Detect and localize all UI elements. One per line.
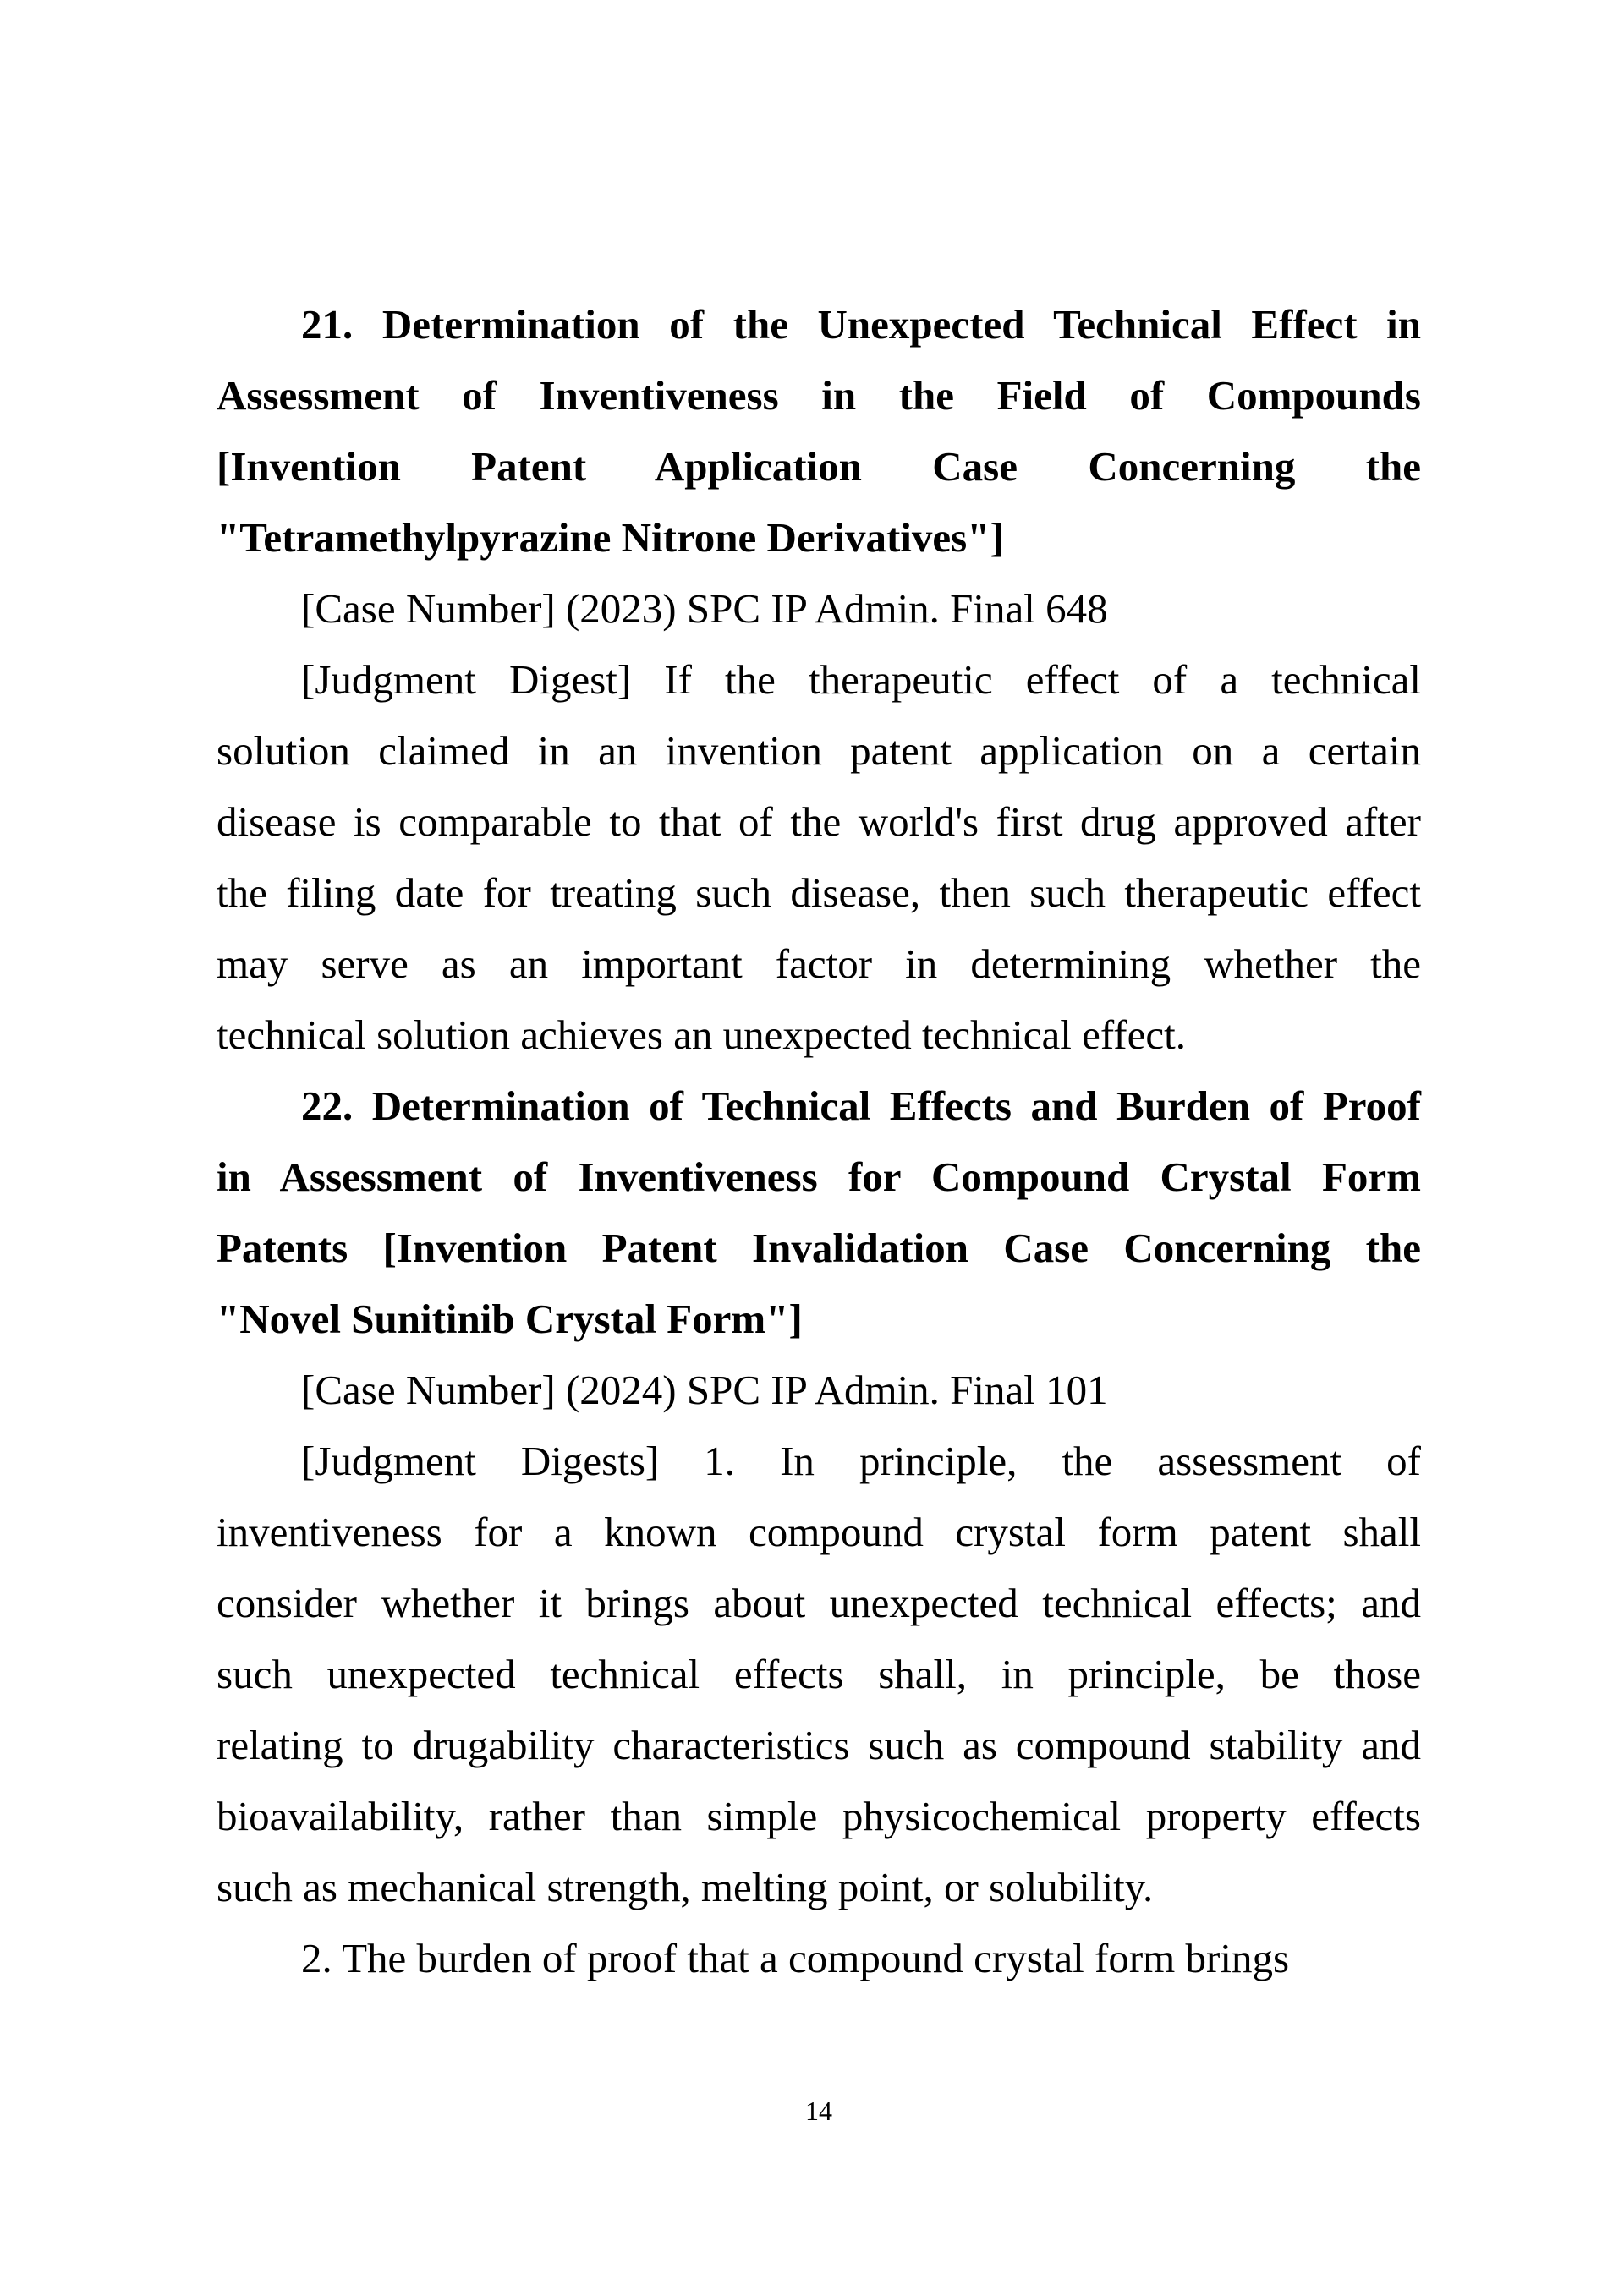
- body-line: such as mechanical strength, melting point, or solubility.: [217, 1864, 1154, 1910]
- body-line: disease is comparable to that of the world's first drug approved after: [217, 798, 1421, 845]
- body-line: 2. The burden of proof that a compound crystal form brings: [301, 1935, 1290, 1981]
- heading-line: in Assessment of Inventiveness for Compound Crystal Form: [217, 1153, 1421, 1200]
- body-line: may serve as an important factor in determining whether the: [217, 940, 1421, 987]
- heading-line: "Novel Sunitinib Crystal Form"]: [217, 1296, 803, 1342]
- body-line: [Judgment Digest] If the therapeutic effect of a technical: [301, 656, 1421, 703]
- heading-line: 21. Determination of the Unexpected Technical Effect in: [301, 301, 1421, 348]
- heading-line: "Tetramethylpyrazine Nitrone Derivatives"]: [217, 514, 1004, 561]
- body-line: [Judgment Digests] 1. In principle, the assessment of: [301, 1438, 1421, 1484]
- heading-line: Patents [Invention Patent Invalidation Case Concerning the: [217, 1225, 1421, 1271]
- heading-line: Assessment of Inventiveness in the Field of Compounds: [217, 372, 1421, 419]
- body-line: technical solution achieves an unexpected technical effect.: [217, 1011, 1186, 1058]
- document-body: [217, 289, 1421, 1994]
- heading-line: [Invention Patent Application Case Concerning the: [217, 443, 1421, 490]
- body-line: inventiveness for a known compound crystal form patent shall: [217, 1509, 1421, 1555]
- body-line: bioavailability, rather than simple physicochemical property effects: [217, 1793, 1421, 1839]
- body-line: relating to drugability characteristics such as compound stability and: [217, 1722, 1421, 1768]
- body-line: consider whether it brings about unexpected technical effects; and: [217, 1580, 1421, 1626]
- body-line: the filing date for treating such disease, then such therapeutic effect: [217, 869, 1421, 916]
- body-line: such unexpected technical effects shall, in principle, be those: [217, 1651, 1421, 1697]
- case-number-line: [Case Number] (2024) SPC IP Admin. Final 101: [301, 1367, 1108, 1413]
- case-number-line: [Case Number] (2023) SPC IP Admin. Final 648: [301, 585, 1108, 632]
- page-number: 14: [805, 2096, 832, 2126]
- heading-line: 22. Determination of Technical Effects and Burden of Proof: [301, 1082, 1421, 1129]
- body-line: solution claimed in an invention patent application on a certain: [217, 727, 1421, 774]
